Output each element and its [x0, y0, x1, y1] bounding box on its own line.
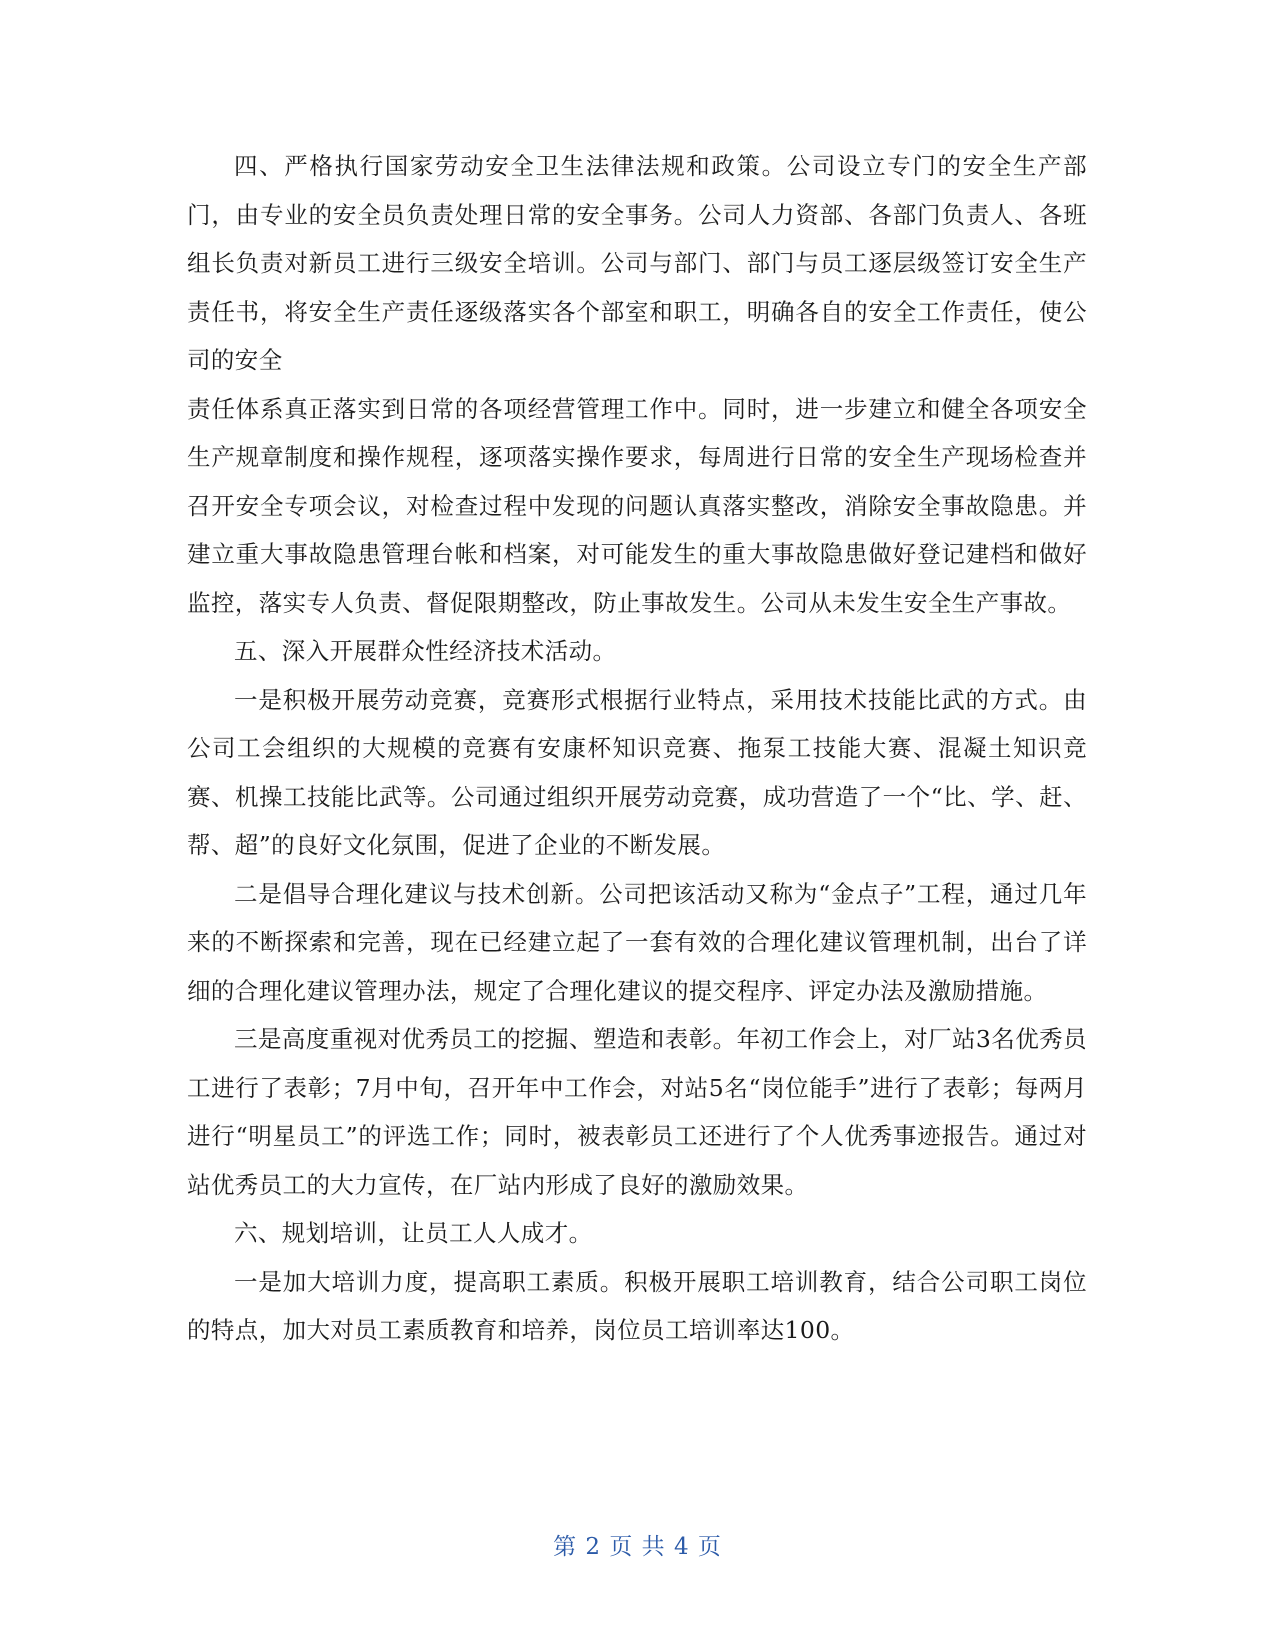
- paragraph-labor-competition: 一是积极开展劳动竞赛，竞赛形式根据行业特点，采用技术技能比武的方式。由公司工会组织的大规模的竞赛有安康杯知识竞赛、拖泵工技能大赛、混凝土知识竞赛、机操工技能比武等。公司通过组织开展劳动竞赛，成功营造了一个“比、学、赶、帮、超”的良好文化氛围，促进了企业的不断发展。: [187, 685, 1087, 859]
- paragraph-rational-suggestions: 二是倡导合理化建议与技术创新。公司把该活动又称为“金点子”工程，通过几年来的不断探索和完善，现在已经建立起了一套有效的合理化建议管理机制，出台了详细的合理化建议管理办法，规定了合理化建议的提交程序、评定办法及激励措施。: [187, 879, 1087, 1005]
- page-number-label: 第 2 页 共 4 页: [553, 1534, 722, 1560]
- heading-technical-activities: 五、深入开展群众性经济技术活动。: [234, 637, 617, 665]
- page-footer: [0, 1528, 1275, 1561]
- document-body: [187, 142, 1087, 1355]
- paragraph-safety-system: 责任体系真正落实到日常的各项经营管理工作中。同时，进一步建立和健全各项安全生产规章制度和操作规程，逐项落实操作要求，每周进行日常的安全生产现场检查并召开安全专项会议，对检查过程中发现的问题认真落实整改，消除安全事故隐患。并建立重大事故隐患管理台帐和档案，对可能发生的重大事故隐患做好登记建档和做好监控，落实专人负责、督促限期整改，防止事故发生。公司从未发生安全生产事故。: [187, 394, 1087, 617]
- paragraph-outstanding-employees: 三是高度重视对优秀员工的挖掘、塑造和表彰。年初工作会上，对厂站3名优秀员工进行了表彰；7月中旬，召开年中工作会，对站5名“岗位能手”进行了表彰；每两月进行“明星员工”的评选工作；同时，被表彰员工还进行了个人优秀事迹报告。通过对站优秀员工的大力宣传，在厂站内形成了良好的激励效果。: [187, 1025, 1087, 1199]
- heading-training-plan: 六、规划培训，让员工人人成才。: [234, 1219, 593, 1247]
- paragraph-training-intensity: 一是加大培训力度，提高职工素质。积极开展职工培训教育，结合公司职工岗位的特点，加大对员工素质教育和培养，岗位员工培训率达100。: [187, 1267, 1087, 1344]
- paragraph-safety-law: 四、严格执行国家劳动安全卫生法律法规和政策。公司设立专门的安全生产部门，由专业的安全员负责处理日常的安全事务。公司人力资部、各部门负责人、各班组长负责对新员工进行三级安全培训。公司与部门、部门与员工逐层级签订安全生产责任书，将安全生产责任逐级落实各个部室和职工，明确各自的安全工作责任，使公司的安全: [187, 152, 1087, 374]
